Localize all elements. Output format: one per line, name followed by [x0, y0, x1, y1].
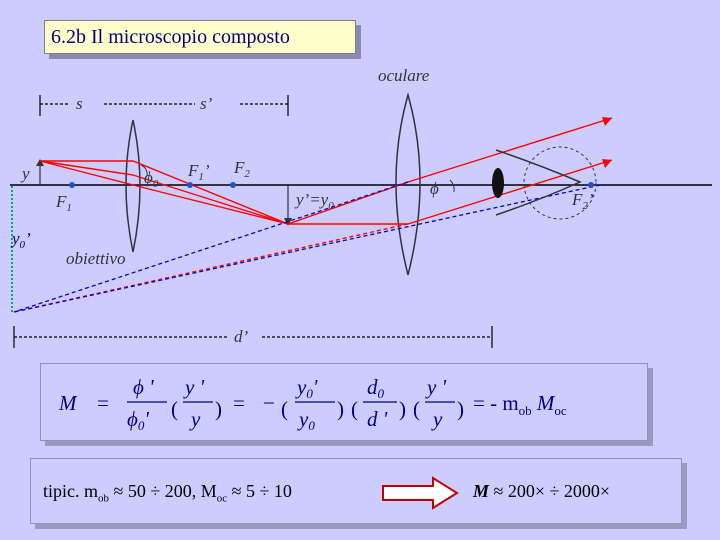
formula-phi0-prime: ϕ0' [127, 407, 149, 433]
paren-open-2: ( [281, 397, 288, 421]
focal-point-f2-prime [588, 182, 594, 188]
paren-close-2: ) [337, 397, 344, 421]
focal-point-f1-prime [187, 182, 193, 188]
title-box [44, 20, 356, 54]
label-f2-prime: $F_2$’ [572, 190, 594, 212]
label-phi: ϕ [430, 179, 439, 198]
ray-red-objective-3 [40, 161, 288, 224]
ray-red-eyepiece-2 [408, 118, 612, 182]
angle-phi-arc [450, 180, 454, 192]
formula-y-1: y [191, 407, 201, 431]
formula-y0: y0 [299, 407, 315, 433]
result-arrow-shape [383, 478, 457, 508]
label-d-prime: d’ [234, 327, 249, 346]
label-s-prime: s’ [200, 94, 213, 113]
formula-y-prime-1: y ' [185, 375, 205, 399]
label-obiettivo: obiettivo [66, 249, 126, 268]
label-y-eq-y0: $y’=y_0$ [296, 190, 334, 212]
formula-result: = - $m_{ob}$ $M_{oc}$ [473, 391, 567, 418]
formula-d-prime: d ' [367, 407, 388, 431]
label-f1-prime: $F_1$’ [188, 161, 210, 183]
eye-pupil [492, 168, 504, 198]
microscope-diagram [0, 60, 720, 360]
formula-minus: − [263, 391, 275, 415]
formula-eq-2: = [233, 391, 245, 415]
typical-result: M ≈ 200× ÷ 2000× [473, 481, 611, 501]
ray-arrowhead-1 [602, 117, 612, 126]
formula-y-2: y [433, 407, 443, 431]
result-arrow [381, 476, 461, 510]
label-f1: $F_1$ [56, 192, 72, 214]
ray-blue-dashed-2 [14, 182, 408, 312]
label-f2: $F_2$ [234, 158, 250, 180]
paren-open-4: ( [413, 397, 420, 421]
object-arrowhead [36, 159, 44, 166]
formula-y-prime-2: y ' [427, 375, 447, 399]
formula-y0-prime: y0' [297, 375, 318, 401]
paren-close-4: ) [457, 397, 464, 421]
magnification-formula [41, 364, 649, 442]
page-title: 6.2b Il microscopio composto [51, 26, 290, 48]
formula-box [40, 363, 648, 441]
focal-point-f1 [69, 182, 75, 188]
formula-phi-prime: ϕ ' [133, 375, 154, 399]
label-y: y [22, 164, 30, 183]
typical-values-text: tipic. $m_{ob} \approx 50 \div 200$, $M_{oc} \approx 5 \div 10$ [43, 481, 292, 505]
formula-eq-1: = [97, 391, 109, 415]
paren-close-3: ) [399, 397, 406, 421]
paren-open-1: ( [171, 397, 178, 421]
label-phi0: $\phi_0$ [144, 168, 159, 190]
ray-arrowhead-2 [602, 159, 612, 168]
focal-point-f2 [230, 182, 236, 188]
paren-open-3: ( [351, 397, 358, 421]
paren-close-1: ) [215, 397, 222, 421]
formula-d0: d0 [367, 375, 384, 401]
label-oculare: oculare [378, 66, 430, 85]
formula-m: M [59, 391, 77, 415]
label-y0-prime: $y_0$’ [12, 229, 31, 251]
label-s: s [76, 94, 83, 113]
typical-values-box [30, 458, 682, 524]
